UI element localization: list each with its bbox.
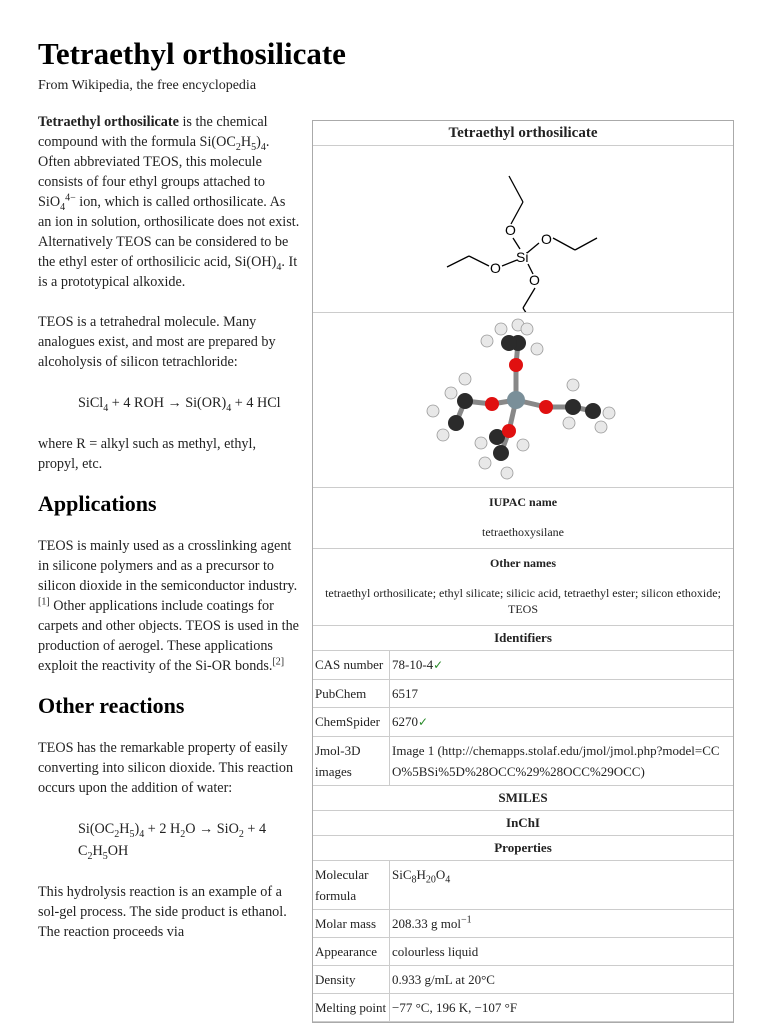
eq1-b: + 4 ROH → Si(OR) <box>108 395 227 411</box>
formula-a: SiC <box>392 867 412 882</box>
jmol-value-cell <box>390 737 733 785</box>
infobox-title: Tetraethyl orthosilicate <box>313 121 733 146</box>
pubchem-label: PubChem <box>313 680 390 707</box>
intro-text-c: ) <box>256 134 261 150</box>
eq2-b: H <box>119 821 130 837</box>
intro-sup-1: 4− <box>65 192 76 204</box>
atom-silicon <box>507 391 525 409</box>
jmol-image-link[interactable]: Image 1 (http://chemapps.stolaf.edu/jmol/jmol.php?model=CCO%5BSi%5D%28OCC%29%28OCC%29OCC) <box>392 743 720 779</box>
intro-text-f: . It is a prototypical alkoxide. <box>38 254 298 290</box>
reactions-heading: Other reactions <box>38 693 185 718</box>
atom-o-right: O <box>541 231 552 247</box>
intro-sub-3: 4 <box>260 141 266 153</box>
eq2-h: OH <box>107 843 129 859</box>
other-names-section <box>313 549 733 626</box>
eq2-f: + 4 C <box>78 821 267 859</box>
eq2-g: H <box>92 843 103 859</box>
atom-o-top: O <box>505 222 516 238</box>
eq2-sub2: 5 <box>129 828 135 840</box>
table-row <box>313 708 733 737</box>
eq2-sub6: 2 <box>87 850 93 862</box>
cas-value-cell <box>390 651 733 679</box>
reference-link-1[interactable]: [1] <box>38 596 50 608</box>
equation-alcoholysis <box>78 392 300 414</box>
eq1-sub2: 4 <box>226 402 232 414</box>
table-row <box>313 966 733 994</box>
intro-paragraph <box>38 112 300 292</box>
page-subtitle: From Wikipedia, the free encyclopedia <box>38 78 257 93</box>
applications-text-b: Other applications include coatings for carpets and other objects. TEOS is used in the production of aerogel. These applications exploit the reactivity of the Si-OR bonds. <box>38 598 299 674</box>
eq2-sub7: 5 <box>102 850 108 862</box>
intro-sub-1: 2 <box>235 141 241 153</box>
intro-sub-4: 4 <box>60 201 66 213</box>
iupac-name-section <box>313 488 733 549</box>
applications-text-a: TEOS is mainly used as a crosslinking agent in silicone polymers and as a precursor to silicon dioxide in the semiconductor industry. <box>38 538 298 594</box>
iupac-name-value: tetraethoxysilane <box>482 525 564 539</box>
eq2-c: ) <box>134 821 140 837</box>
structure-diagram[interactable] <box>313 146 733 313</box>
cas-number-link[interactable]: 78-10-4 <box>392 657 434 672</box>
formula-sub3: 4 <box>445 874 451 886</box>
intro-text-a: is the chemical compound with the formula Si(OC <box>38 114 268 150</box>
applications-paragraph <box>38 536 300 676</box>
skeletal-formula-svg <box>313 146 733 312</box>
pubchem-link[interactable]: 6517 <box>392 686 418 701</box>
formula-sub1: 8 <box>411 874 417 886</box>
eq2-sub4: 2 <box>180 828 186 840</box>
atom-si: Si <box>516 249 529 265</box>
formula-value <box>390 861 733 909</box>
eq2-sub3: 4 <box>139 828 145 840</box>
table-row <box>313 938 733 966</box>
pubchem-value-cell <box>390 680 733 707</box>
intro-paragraph-3: where R = alkyl such as methyl, ethyl, propyl, etc. <box>38 436 257 472</box>
reactions-paragraph: TEOS has the remarkable property of easily converting into silicon dioxide. This reaction occurs upon the addition of water: <box>38 740 294 796</box>
eq2-d: + 2 H <box>144 821 181 837</box>
formula-c: O <box>435 867 446 882</box>
chemspider-link[interactable]: 6270 <box>392 714 418 729</box>
other-names-value: tetraethyl orthosilicate; ethyl silicate; silicic acid, tetraethyl ester; silicon ethoxide; TEOS <box>325 586 721 616</box>
ball-and-stick-model[interactable] <box>313 313 733 488</box>
intro-sub-5: 4 <box>276 261 282 273</box>
table-row <box>313 861 733 910</box>
appearance-label: Appearance <box>313 938 390 965</box>
eq2-a: Si(OC <box>78 821 115 837</box>
eq2-sub5: 2 <box>238 828 244 840</box>
melting-point-value: −77 °C, 196 K, −107 °F <box>392 1000 518 1015</box>
molar-mass-label: Molar mass <box>313 910 390 937</box>
atom-o-left: O <box>490 260 501 276</box>
table-row <box>313 994 733 1022</box>
formula-sub2: 20 <box>425 874 436 886</box>
infobox <box>312 120 734 1023</box>
chemspider-label: ChemSpider <box>313 708 390 736</box>
melting-point-label: Melting point <box>313 994 390 1021</box>
inchi-header[interactable]: InChI <box>313 811 733 836</box>
intro-text-d: . Often abbreviated TEOS, this molecule consists of four ethyl groups attached to SiO <box>38 134 270 210</box>
eq2-e: O → SiO <box>185 821 239 837</box>
article-body <box>38 112 300 962</box>
eq2-sub1: 2 <box>114 828 120 840</box>
atom-o-bottom: O <box>529 272 540 288</box>
jmol-label: Jmol-3D images <box>313 737 390 785</box>
appearance-value: colourless liquid <box>392 944 479 959</box>
page-title: Tetraethyl orthosilicate <box>38 36 346 71</box>
applications-heading: Applications <box>38 491 157 516</box>
chemspider-value-cell <box>390 708 733 736</box>
intro-sub-2: 5 <box>251 141 257 153</box>
formula-label: Molecular formula <box>313 861 390 909</box>
smiles-header[interactable]: SMILES <box>313 786 733 811</box>
eq1-c: + 4 HCl <box>231 395 281 411</box>
intro-paragraph-2: TEOS is a tetrahedral molecule. Many analogues exist, and most are prepared by alcoholysis of silicon tetrachloride: <box>38 314 276 370</box>
cas-label: CAS number <box>313 651 390 679</box>
eq1-a: SiCl <box>78 395 104 411</box>
verified-check-icon: ✓ <box>418 715 429 729</box>
molar-mass-value <box>390 910 733 937</box>
identifiers-header: Identifiers <box>313 626 733 651</box>
other-names-header: Other names <box>489 556 557 570</box>
density-value: 0.933 g/mL at 20°C <box>392 972 495 987</box>
molar-mass-number: 208.33 g mol <box>392 916 461 931</box>
eq1-sub1: 4 <box>103 402 109 414</box>
table-row <box>313 910 733 938</box>
reactions-paragraph-2: This hydrolysis reaction is an example of a sol-gel process. The side product is ethanol. The reaction proceeds via <box>38 884 287 940</box>
reference-link-2[interactable]: [2] <box>272 656 285 668</box>
verified-check-icon: ✓ <box>433 658 444 672</box>
equation-hydrolysis <box>78 818 300 862</box>
table-row <box>313 737 733 786</box>
iupac-name-header: IUPAC name <box>488 495 558 509</box>
table-row <box>313 651 733 680</box>
ball-and-stick-svg <box>313 313 733 487</box>
density-label: Density <box>313 966 390 993</box>
table-row <box>313 680 733 708</box>
intro-text-b: H <box>240 134 252 150</box>
molar-mass-sup: −1 <box>460 914 472 926</box>
intro-text-e: ion, which is called orthosilicate. As an ion in solution, orthosilicate does not exist. Alternatively TEOS can be considered to be the ethyl ester of orthosilicic acid, Si(OH) <box>38 194 300 270</box>
intro-bold-name: Tetraethyl orthosilicate <box>38 114 179 130</box>
properties-header: Properties <box>313 836 733 861</box>
formula-b: H <box>416 867 426 882</box>
